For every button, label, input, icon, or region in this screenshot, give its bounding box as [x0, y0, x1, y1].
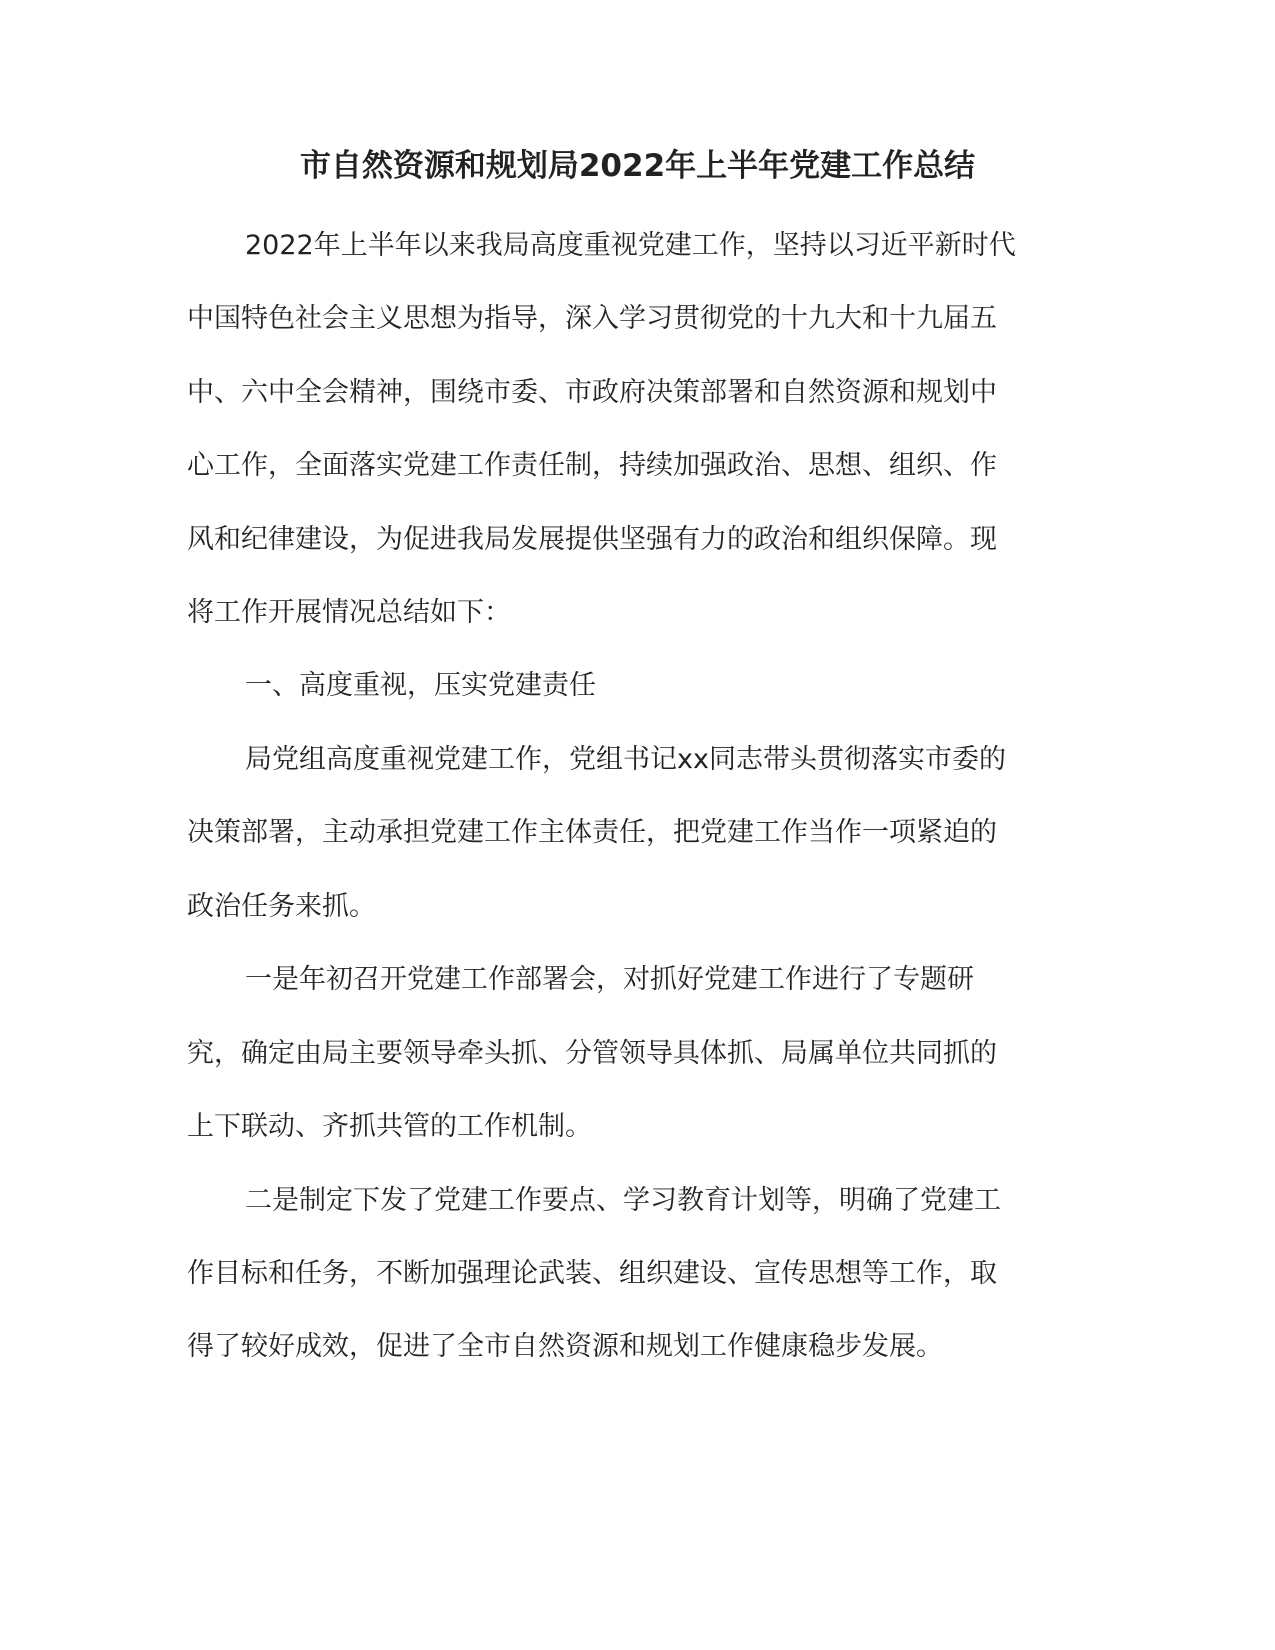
paragraph-line: 心工作，全面落实党建工作责任制，持续加强政治、思想、组织、作	[187, 450, 997, 481]
paragraph-line: 究，确定由局主要领导牵头抓、分管领导具体抓、局属单位共同抓的	[187, 1038, 997, 1069]
paragraph-line: 作目标和任务，不断加强理论武装、组织建设、宣传思想等工作，取	[187, 1258, 997, 1289]
section-heading: 一、高度重视，压实党建责任	[245, 670, 596, 701]
paragraph-line: 二是制定下发了党建工作要点、学习教育计划等，明确了党建工	[245, 1185, 1001, 1216]
paragraph-line: 局党组高度重视党建工作，党组书记xx同志带头贯彻落实市委的	[245, 744, 1006, 775]
paragraph-line: 中、六中全会精神，围绕市委、市政府决策部署和自然资源和规划中	[187, 377, 997, 408]
paragraph-line: 政治任务来抓。	[187, 891, 376, 922]
paragraph-line: 风和纪律建设，为促进我局发展提供坚强有力的政治和组织保障。现	[187, 524, 997, 555]
paragraph-line: 将工作开展情况总结如下：	[187, 597, 511, 628]
paragraph-line: 2022年上半年以来我局高度重视党建工作，坚持以习近平新时代	[245, 230, 1016, 261]
paragraph-line: 一是年初召开党建工作部署会，对抓好党建工作进行了专题研	[245, 964, 974, 995]
paragraph-line: 上下联动、齐抓共管的工作机制。	[187, 1111, 592, 1142]
paragraph-line: 得了较好成效，促进了全市自然资源和规划工作健康稳步发展。	[187, 1331, 943, 1362]
paragraph-line: 决策部署，主动承担党建工作主体责任，把党建工作当作一项紧迫的	[187, 817, 997, 848]
paragraph-line: 中国特色社会主义思想为指导，深入学习贯彻党的十九大和十九届五	[187, 303, 997, 334]
document-title: 市自然资源和规划局2022年上半年党建工作总结	[299, 148, 976, 184]
